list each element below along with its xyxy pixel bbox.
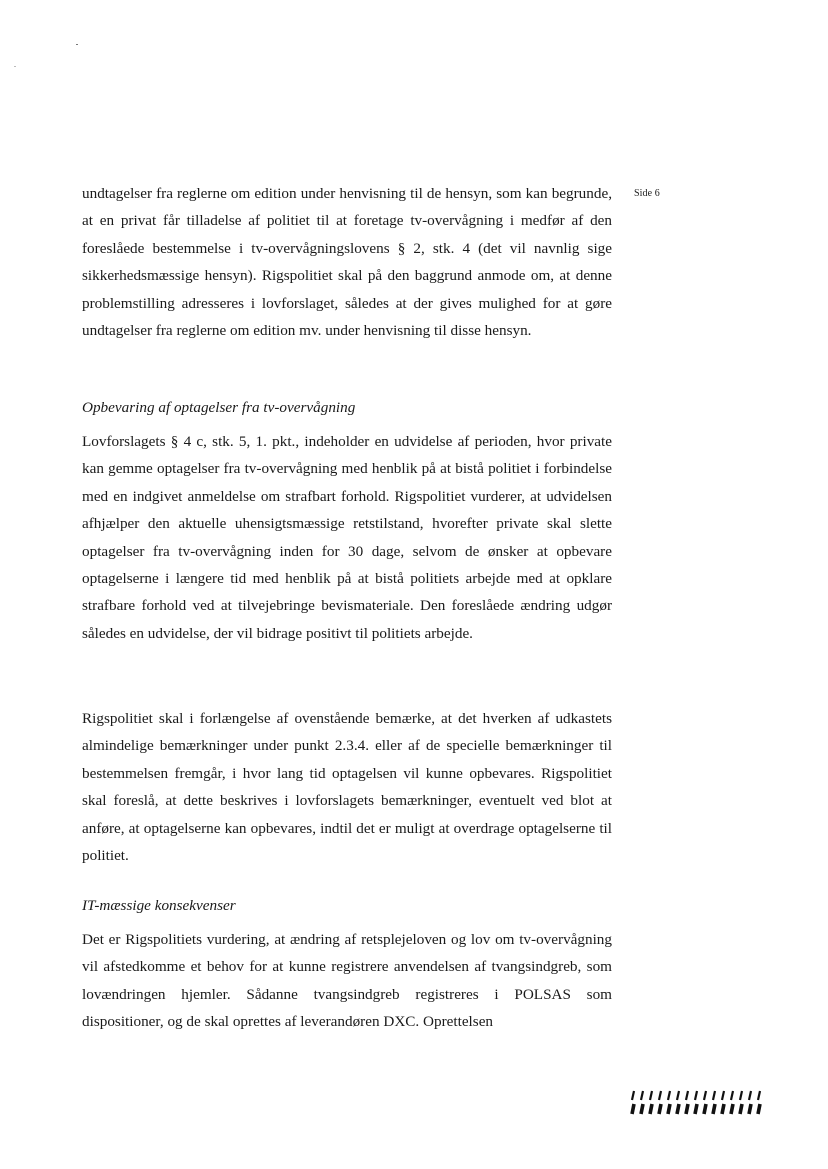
section-heading-opbevaring: Opbevaring af optagelser fra tv-overvågning [82,399,356,416]
paragraph-opbevaring: Lovforslagets § 4 c, stk. 5, 1. pkt., indeholder en udvidelse af perioden, hvor private kan gemme optagelser fra tv-overvågning med henblik på at bistå politiet i forbindelse med en indgivet anmeldelse om strafbart forhold. Rigspolitiet vurderer, at udvidelsen afhjælper den aktuelle uhensigtsmæssige retstilstand, hvorefter private skal slette optagelser fra tv-overvågning inden for 30 dage, selvom de ønsker at opbevare optagelserne i længere tid med henblik på at bistå politiets arbejde med at opklare strafbare forhold ved at tilvejebringe bevismateriale. Den foreslåede ændring udgør således en udvidelse, der vil bidrage positivt til politiets arbejde. [82,433,612,642]
paragraph-it: Det er Rigspolitiets vurdering, at ændring af retsplejeloven og lov om tv-overvågning vil afstedkomme et behov for at kunne registrere anvendelsen af tvangsindgreb, som lovændringen hjemler. Sådanne tvangsindgreb registreres i POLSAS som dispositioner, og de skal oprettes af leverandøren DXC. Oprettelsen [82,931,612,1031]
scan-speck [76,44,78,45]
section-heading-it: IT-mæssige konsekvenser [82,897,236,914]
scan-speck [14,66,16,67]
barcode-graphic [630,1090,762,1116]
paragraph-edition: undtagelser fra reglerne om edition under henvisning til de hensyn, som kan begrunde, at en privat får tilladelse af politiet til at foretage tv-overvågning i medfør af den foreslåede bestemmelse i tv-overvågningslovens § 2, stk. 4 (det vil navnlig sige sikkerhedsmæssige hensyn). Rigspolitiet skal på den baggrund anmode om, at denne problemstilling adresseres i lovforslaget, således at der gives mulighed for at gøre undtagelser fra reglerne om edition mv. under henvisning til disse hensyn. [82,185,612,340]
paragraph-bemaerkninger: Rigspolitiet skal i forlængelse af ovenstående bemærke, at det hverken af udkastets almindelige bemærkninger under punkt 2.3.4. eller af de specielle bemærkninger til bestemmelsen fremgår, i hvor lang tid optagelsen vil kunne opbevares. Rigspolitiet skal foreslå, at dette beskrives i lovforslagets bemærkninger, eventuelt ved blot at anføre, at optagelserne kan opbevares, indtil det er muligt at overdrage optagelserne til politiet. [82,710,612,865]
page-number-label: Side 6 [634,188,660,199]
